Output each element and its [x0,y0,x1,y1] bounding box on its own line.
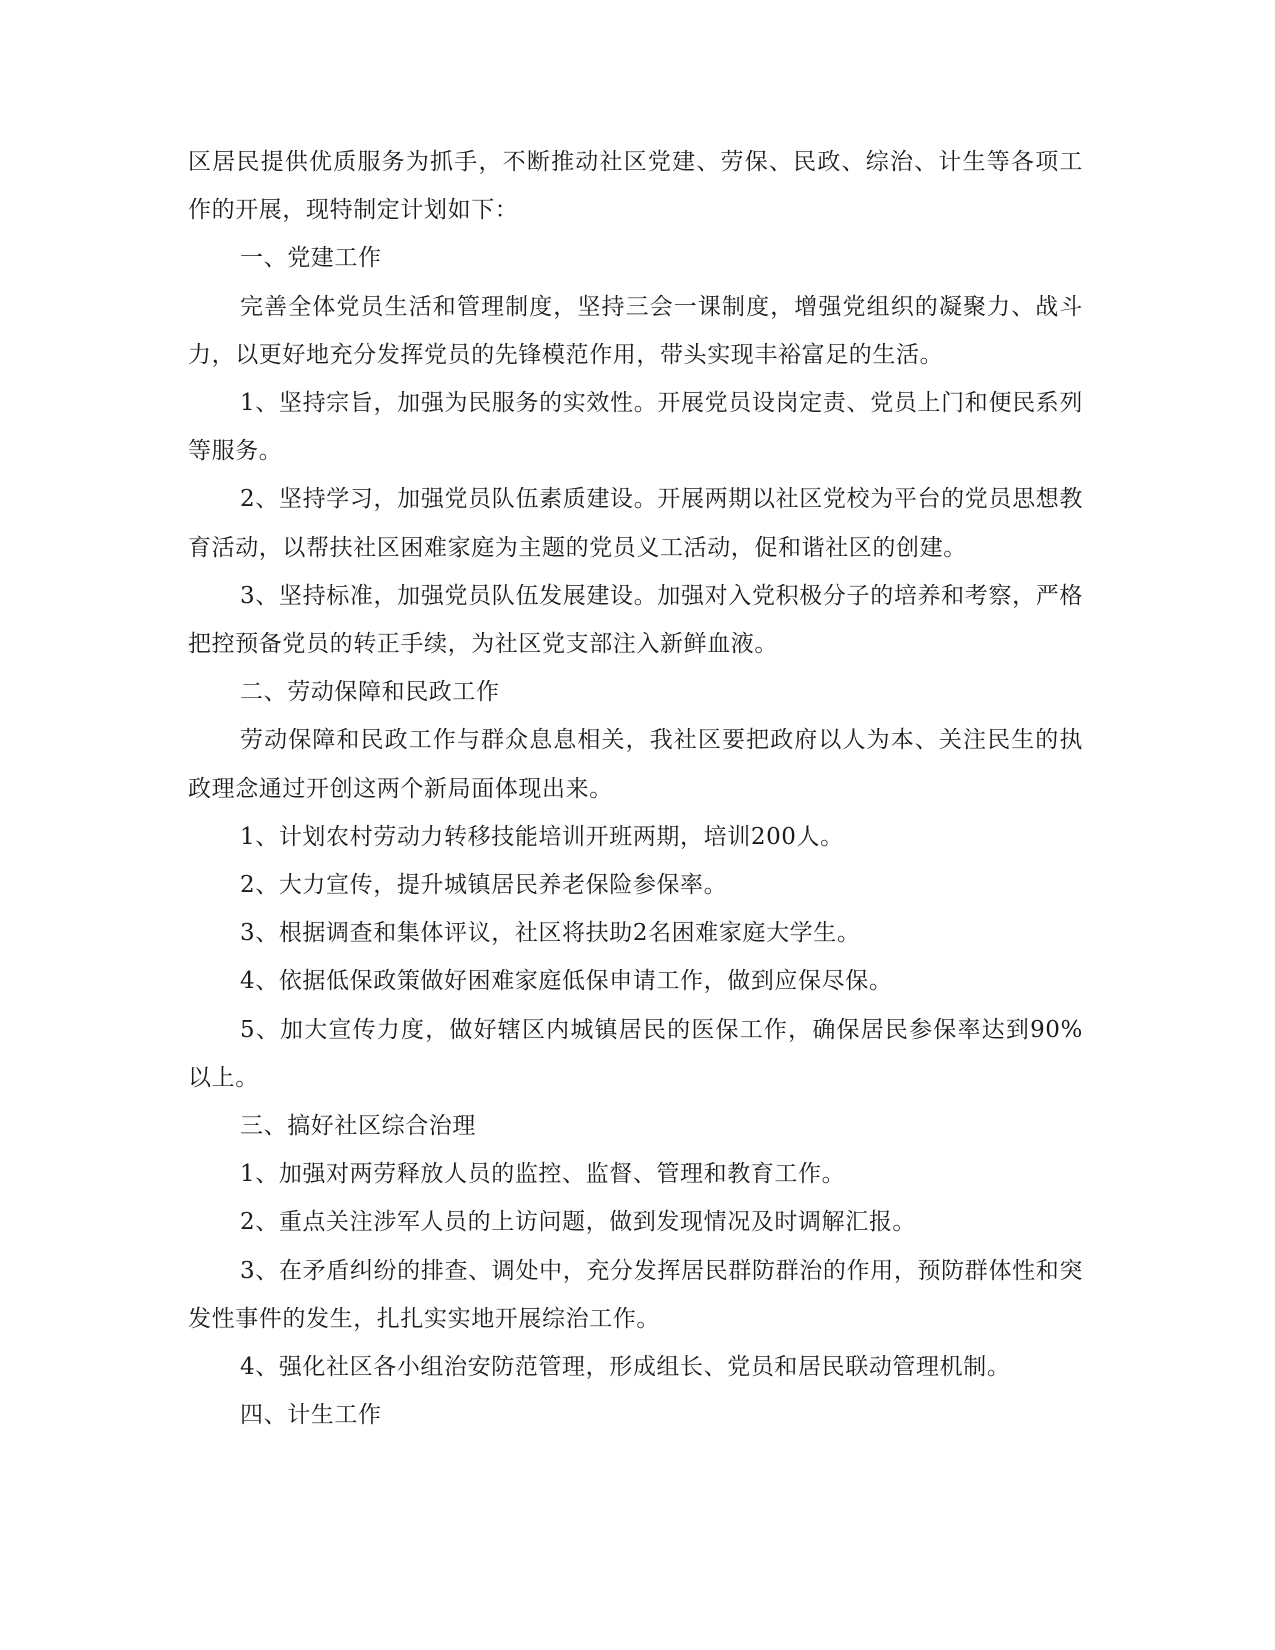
paragraph-intro: 区居民提供优质服务为抓手，不断推动社区党建、劳保、民政、综治、计生等各项工作的开展，现特制定计划如下： [188,149,1083,224]
section-heading-family-planning: 四、计生工作 [240,1402,382,1429]
paragraph: 劳动保障和民政工作与群众息息相关，我社区要把政府以人为本、关注民生的执政理念通过开创这两个新局面体现出来。 [188,727,1083,802]
section-heading-party-building: 一、党建工作 [240,245,382,272]
list-item: 3、坚持标准，加强党员队伍发展建设。加强对入党积极分子的培养和考察，严格把控预备党员的转正手续，为社区党支部注入新鲜血液。 [188,582,1083,658]
section-heading-labor-civil: 二、劳动保障和民政工作 [240,679,500,706]
paragraph: 完善全体党员生活和管理制度，坚持三会一课制度，增强党组织的凝聚力、战斗力，以更好地充分发挥党员的先锋模范作用，带头实现丰裕富足的生活。 [188,293,1083,368]
list-item: 2、坚持学习，加强党员队伍素质建设。开展两期以社区党校为平台的党员思想教育活动，以帮扶社区困难家庭为主题的党员义工活动，促和谐社区的创建。 [188,486,1083,561]
list-item: 2、重点关注涉军人员的上访问题，做到发现情况及时调解汇报。 [240,1209,917,1236]
list-item: 4、依据低保政策做好困难家庭低保申请工作，做到应保尽保。 [240,968,893,995]
document-body [188,138,1083,1439]
section-heading-governance: 三、搞好社区综合治理 [240,1113,476,1140]
list-item: 4、强化社区各小组治安防范管理，形成组长、党员和居民联动管理机制。 [240,1354,1011,1381]
list-item: 1、加强对两劳释放人员的监控、监督、管理和教育工作。 [240,1161,846,1188]
list-item: 1、坚持宗旨，加强为民服务的实效性。开展党员设岗定责、党员上门和便民系列等服务。 [188,390,1083,465]
list-item: 3、根据调查和集体评议，社区将扶助2名困难家庭大学生。 [240,920,861,947]
list-item: 5、加大宣传力度，做好辖区内城镇居民的医保工作，确保居民参保率达到90%以上。 [188,1016,1083,1091]
list-item: 2、大力宣传，提升城镇居民养老保险参保率。 [240,872,728,899]
list-item: 1、计划农村劳动力转移技能培训开班两期，培训200人。 [240,823,844,850]
list-item: 3、在矛盾纠纷的排查、调处中，充分发挥居民群防群治的作用，预防群体性和突发性事件的发生，扎扎实实地开展综治工作。 [188,1257,1083,1332]
